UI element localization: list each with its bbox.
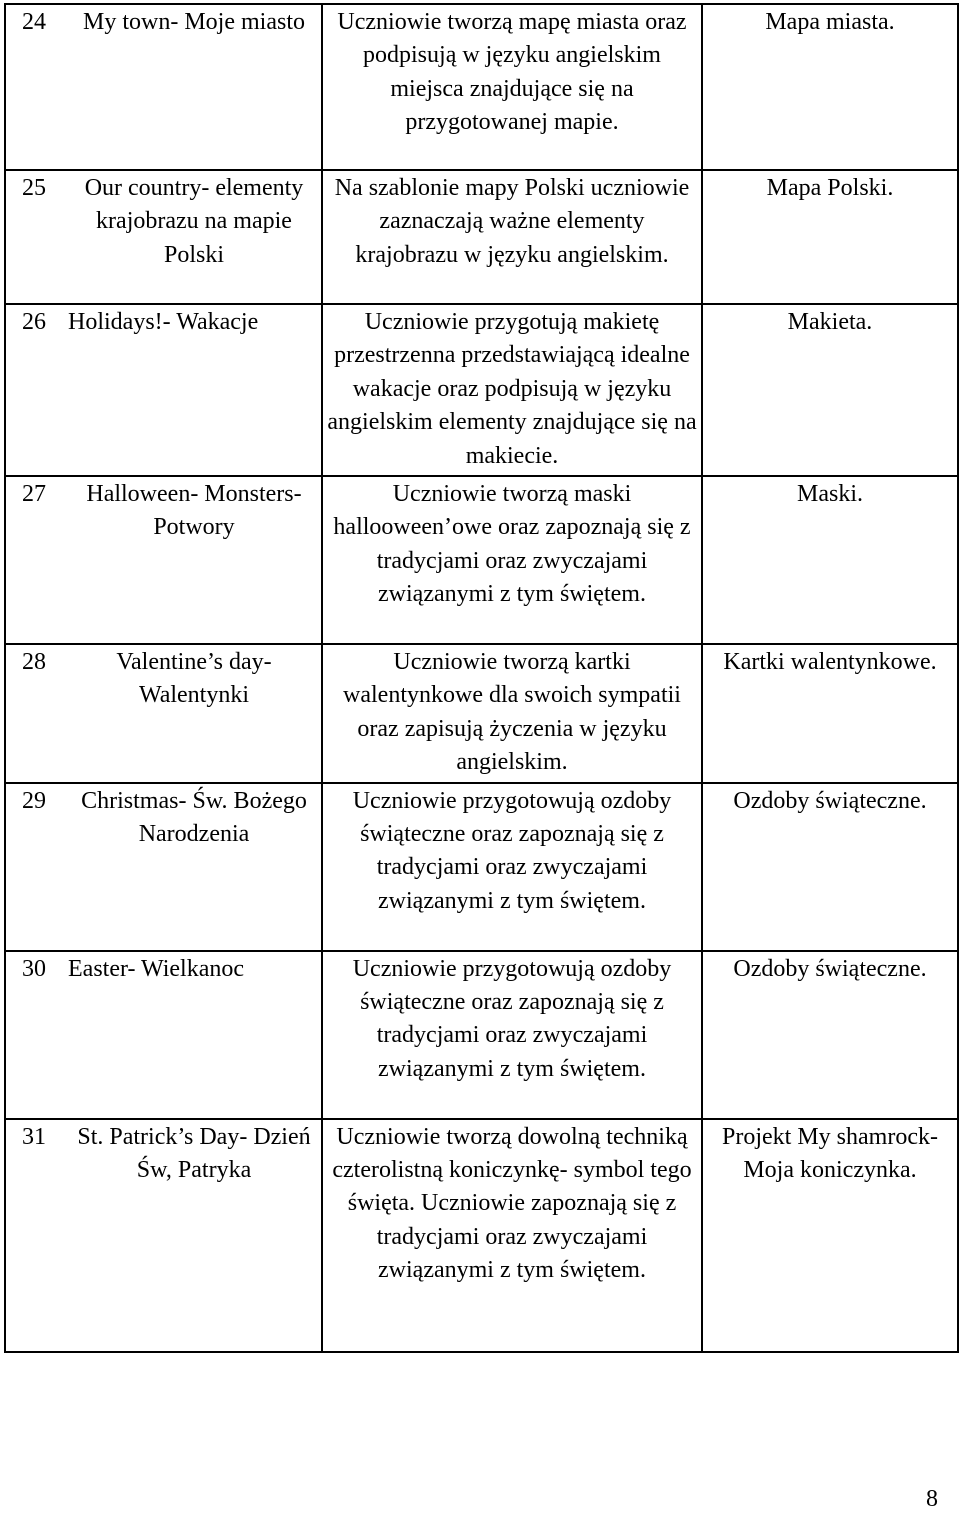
- lesson-number: 28: [5, 644, 67, 783]
- table-row: [5, 476, 958, 644]
- lesson-materials: Maski.: [702, 476, 958, 644]
- lesson-description: Uczniowie przygotowują ozdoby świąteczne oraz zapoznają się z tradycjami oraz zwyczajami związanymi z tym świętem.: [322, 783, 702, 951]
- lesson-description: Uczniowie przygotowują ozdoby świąteczne oraz zapoznają się z tradycjami oraz zwyczajami związanymi z tym świętem.: [322, 951, 702, 1119]
- table-row: [5, 1119, 958, 1352]
- lesson-plan-table: [4, 3, 959, 1353]
- lesson-materials: Makieta.: [702, 304, 958, 476]
- lesson-number: 30: [22, 955, 46, 982]
- lesson-topic: My town- Moje miasto: [67, 4, 322, 170]
- lesson-topic: Halloween- Monsters- Potwory: [67, 476, 322, 644]
- lesson-description: Uczniowie tworzą mapę miasta oraz podpisują w języku angielskim miejsca znajdujące się na przygotowanej mapie.: [322, 4, 702, 170]
- lesson-topic: Christmas- Św. Bożego Narodzenia: [67, 783, 322, 951]
- lesson-materials: Ozdoby świąteczne.: [702, 783, 958, 951]
- table-row: [5, 783, 958, 951]
- table-row: [5, 4, 958, 170]
- page-number: 8: [926, 1486, 938, 1512]
- lesson-topic: Our country- elementy krajobrazu na mapie Polski: [67, 170, 322, 304]
- lesson-topic: Easter- Wielkanoc: [68, 955, 245, 982]
- lesson-materials: Mapa miasta.: [702, 4, 958, 170]
- lesson-number: 24: [5, 4, 67, 170]
- lesson-description: Uczniowie tworzą maski hallooween’owe oraz zapoznają się z tradycjami oraz zwyczajami związanymi z tym świętem.: [322, 476, 702, 644]
- lesson-materials: Kartki walentynkowe.: [702, 644, 958, 783]
- lesson-number: 25: [5, 170, 67, 304]
- table-row: [5, 951, 958, 1119]
- lesson-topic: Holidays!- Wakacje: [68, 309, 259, 335]
- lesson-materials: Projekt My shamrock- Moja koniczynka.: [702, 1119, 958, 1352]
- lesson-materials: Ozdoby świąteczne.: [702, 951, 958, 1119]
- lesson-description: Uczniowie tworzą kartki walentynkowe dla swoich sympatii oraz zapisują życzenia w języku angielskim.: [322, 644, 702, 783]
- table-row: [5, 170, 958, 304]
- lesson-topic: St. Patrick’s Day- Dzień Św, Patryka: [67, 1119, 322, 1352]
- lesson-number-topic: [5, 951, 322, 1119]
- lesson-number: 27: [5, 476, 67, 644]
- lesson-description: Uczniowie tworzą dowolną techniką czterolistną koniczynkę- symbol tego święta. Uczniowie zapoznają się z tradycjami oraz zwyczajami związanymi z tym świętem.: [322, 1119, 702, 1352]
- table-row: [5, 644, 958, 783]
- lesson-description: Na szablonie mapy Polski uczniowie zaznaczają ważne elementy krajobrazu w języku angielskim.: [322, 170, 702, 304]
- table-row: [5, 304, 958, 476]
- lesson-topic: Valentine’s day- Walentynki: [67, 644, 322, 783]
- lesson-number: 26: [22, 309, 46, 335]
- lesson-materials: Mapa Polski.: [702, 170, 958, 304]
- lesson-number: 29: [5, 783, 67, 951]
- lesson-description: Uczniowie przygotują makietę przestrzenna przedstawiającą idealne wakacje oraz podpisują w języku angielskim elementy znajdujące się na makiecie.: [322, 304, 702, 476]
- lesson-number: 31: [5, 1119, 67, 1352]
- lesson-number-topic: [5, 304, 322, 476]
